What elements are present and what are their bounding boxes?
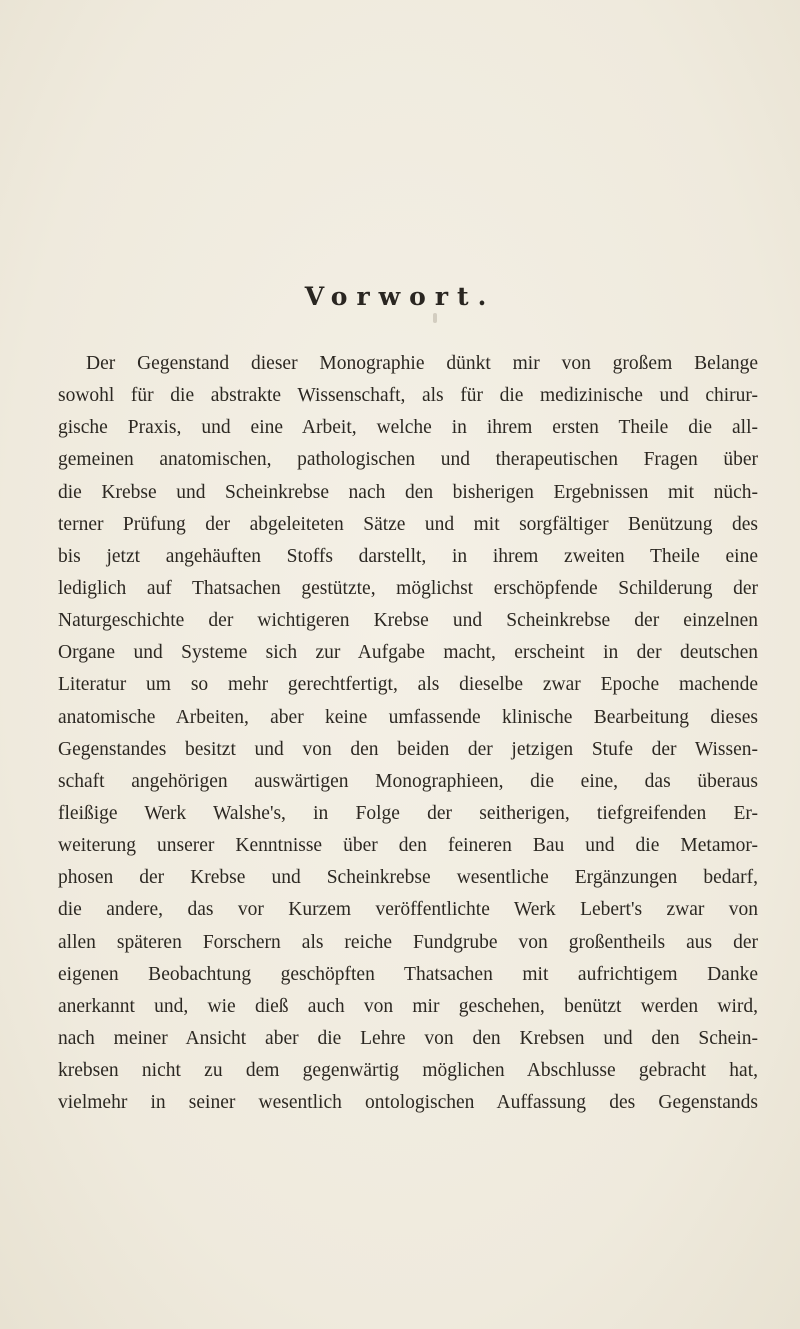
text-line: Gegenstandes besitzt und von den beiden der jetzigen Stufe der Wissen- — [58, 738, 758, 760]
text-line: fleißige Werk Walshe's, in Folge der seitherigen, tiefgreifenden Er- — [58, 802, 758, 824]
text-line: Literatur um so mehr gerechtfertigt, als dieselbe zwar Epoche machende — [58, 674, 758, 696]
text-line: phosen der Krebse und Scheinkrebse wesentliche Ergänzungen bedarf, — [58, 867, 758, 889]
text-line: die Krebse und Scheinkrebse nach den bisherigen Ergebnissen mit nüch- — [58, 481, 758, 503]
text-line: vielmehr in seiner wesentlich ontologischen Auffassung des Gegenstands — [58, 1092, 758, 1114]
text-line: bis jetzt angehäuften Stoffs darstellt, in ihrem zweiten Theile eine — [58, 545, 758, 567]
text-line: schaft angehörigen auswärtigen Monographieen, die eine, das überaus — [58, 770, 758, 792]
text-line: allen späteren Forschern als reiche Fundgrube von großentheils aus der — [58, 931, 758, 953]
text-line: nach meiner Ansicht aber die Lehre von den Krebsen und den Schein- — [58, 1027, 758, 1049]
text-line: lediglich auf Thatsachen gestützte, möglichst erschöpfende Schilderung der — [58, 577, 758, 599]
text-line: gische Praxis, und eine Arbeit, welche in ihrem ersten Theile die all- — [58, 417, 758, 439]
text-line: anatomische Arbeiten, aber keine umfassende klinische Bearbeitung dieses — [58, 706, 758, 728]
text-line: terner Prüfung der abgeleiteten Sätze und mit sorgfältiger Benützung des — [58, 513, 758, 535]
body-text — [58, 348, 758, 1119]
text-line: Organe und Systeme sich zur Aufgabe macht, erscheint in der deutschen — [58, 642, 758, 664]
text-line: krebsen nicht zu dem gegenwärtig möglichen Abschlusse gebracht hat, — [58, 1060, 758, 1082]
text-line: sowohl für die abstrakte Wissenschaft, als für die medizinische und chirur- — [58, 385, 758, 407]
text-line: weiterung unserer Kenntnisse über den feineren Bau und die Metamor- — [58, 835, 758, 857]
text-line: Der Gegenstand dieser Monographie dünkt mir von großem Belange — [86, 353, 758, 374]
text-line: anerkannt und, wie dieß auch von mir geschehen, benützt werden wird, — [58, 995, 758, 1017]
text-line: Naturgeschichte der wichtigeren Krebse und Scheinkrebse der einzelnen — [58, 610, 758, 632]
page-title: Vorwort. — [304, 282, 496, 311]
text-line: eigenen Beobachtung geschöpften Thatsachen mit aufrichtigem Danke — [58, 963, 758, 985]
text-line: die andere, das vor Kurzem veröffentlichte Werk Lebert's zwar von — [58, 899, 758, 921]
text-line: gemeinen anatomischen, pathologischen und therapeutischen Fragen über — [58, 449, 758, 471]
scan-speck — [433, 313, 437, 323]
